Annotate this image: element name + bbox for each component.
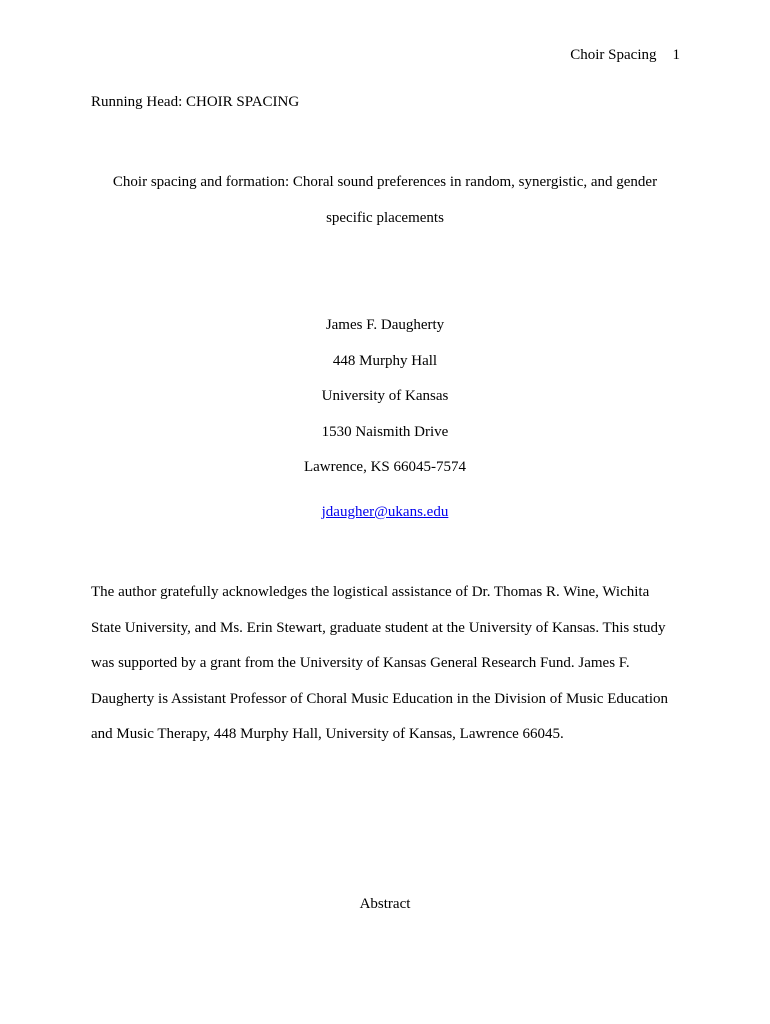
author-institution: University of Kansas	[321, 388, 449, 404]
acknowledgment-line: The author gratefully acknowledges the logistical assistance of Dr. Thomas R. Wine, Wichita	[91, 584, 650, 600]
author-city: Lawrence, KS 66045-7574	[303, 459, 467, 475]
page-number: 1	[672, 47, 680, 63]
title-line-1: Choir spacing and formation: Choral sound preferences in random, synergistic, and gender	[112, 174, 658, 190]
acknowledgment-line: Daugherty is Assistant Professor of Choral Music Education in the Division of Music Education	[91, 690, 669, 707]
title-line-2: specific placements	[326, 209, 444, 226]
author-address-1: 448 Murphy Hall	[332, 352, 438, 369]
paper-title	[91, 165, 679, 236]
acknowledgment-line: and Music Therapy, 448 Murphy Hall, University of Kansas, Lawrence 66045.	[91, 726, 564, 742]
header-short-title: Choir Spacing	[570, 47, 657, 63]
abstract-heading: Abstract	[359, 896, 411, 912]
acknowledgment-paragraph	[91, 575, 679, 753]
author-block	[91, 308, 679, 486]
page-header	[570, 47, 680, 64]
author-email-link[interactable]: jdaugher@ukans.edu	[321, 504, 449, 520]
acknowledgment-line: was supported by a grant from the University of Kansas General Research Fund. James F.	[91, 655, 630, 671]
email-line	[91, 504, 679, 521]
author-address-2: 1530 Naismith Drive	[321, 423, 449, 440]
acknowledgment-line: State University, and Ms. Erin Stewart, graduate student at the University of Kansas. This study	[91, 619, 666, 636]
running-head: Running Head: CHOIR SPACING	[91, 94, 300, 110]
author-name: James F. Daugherty	[325, 317, 445, 333]
